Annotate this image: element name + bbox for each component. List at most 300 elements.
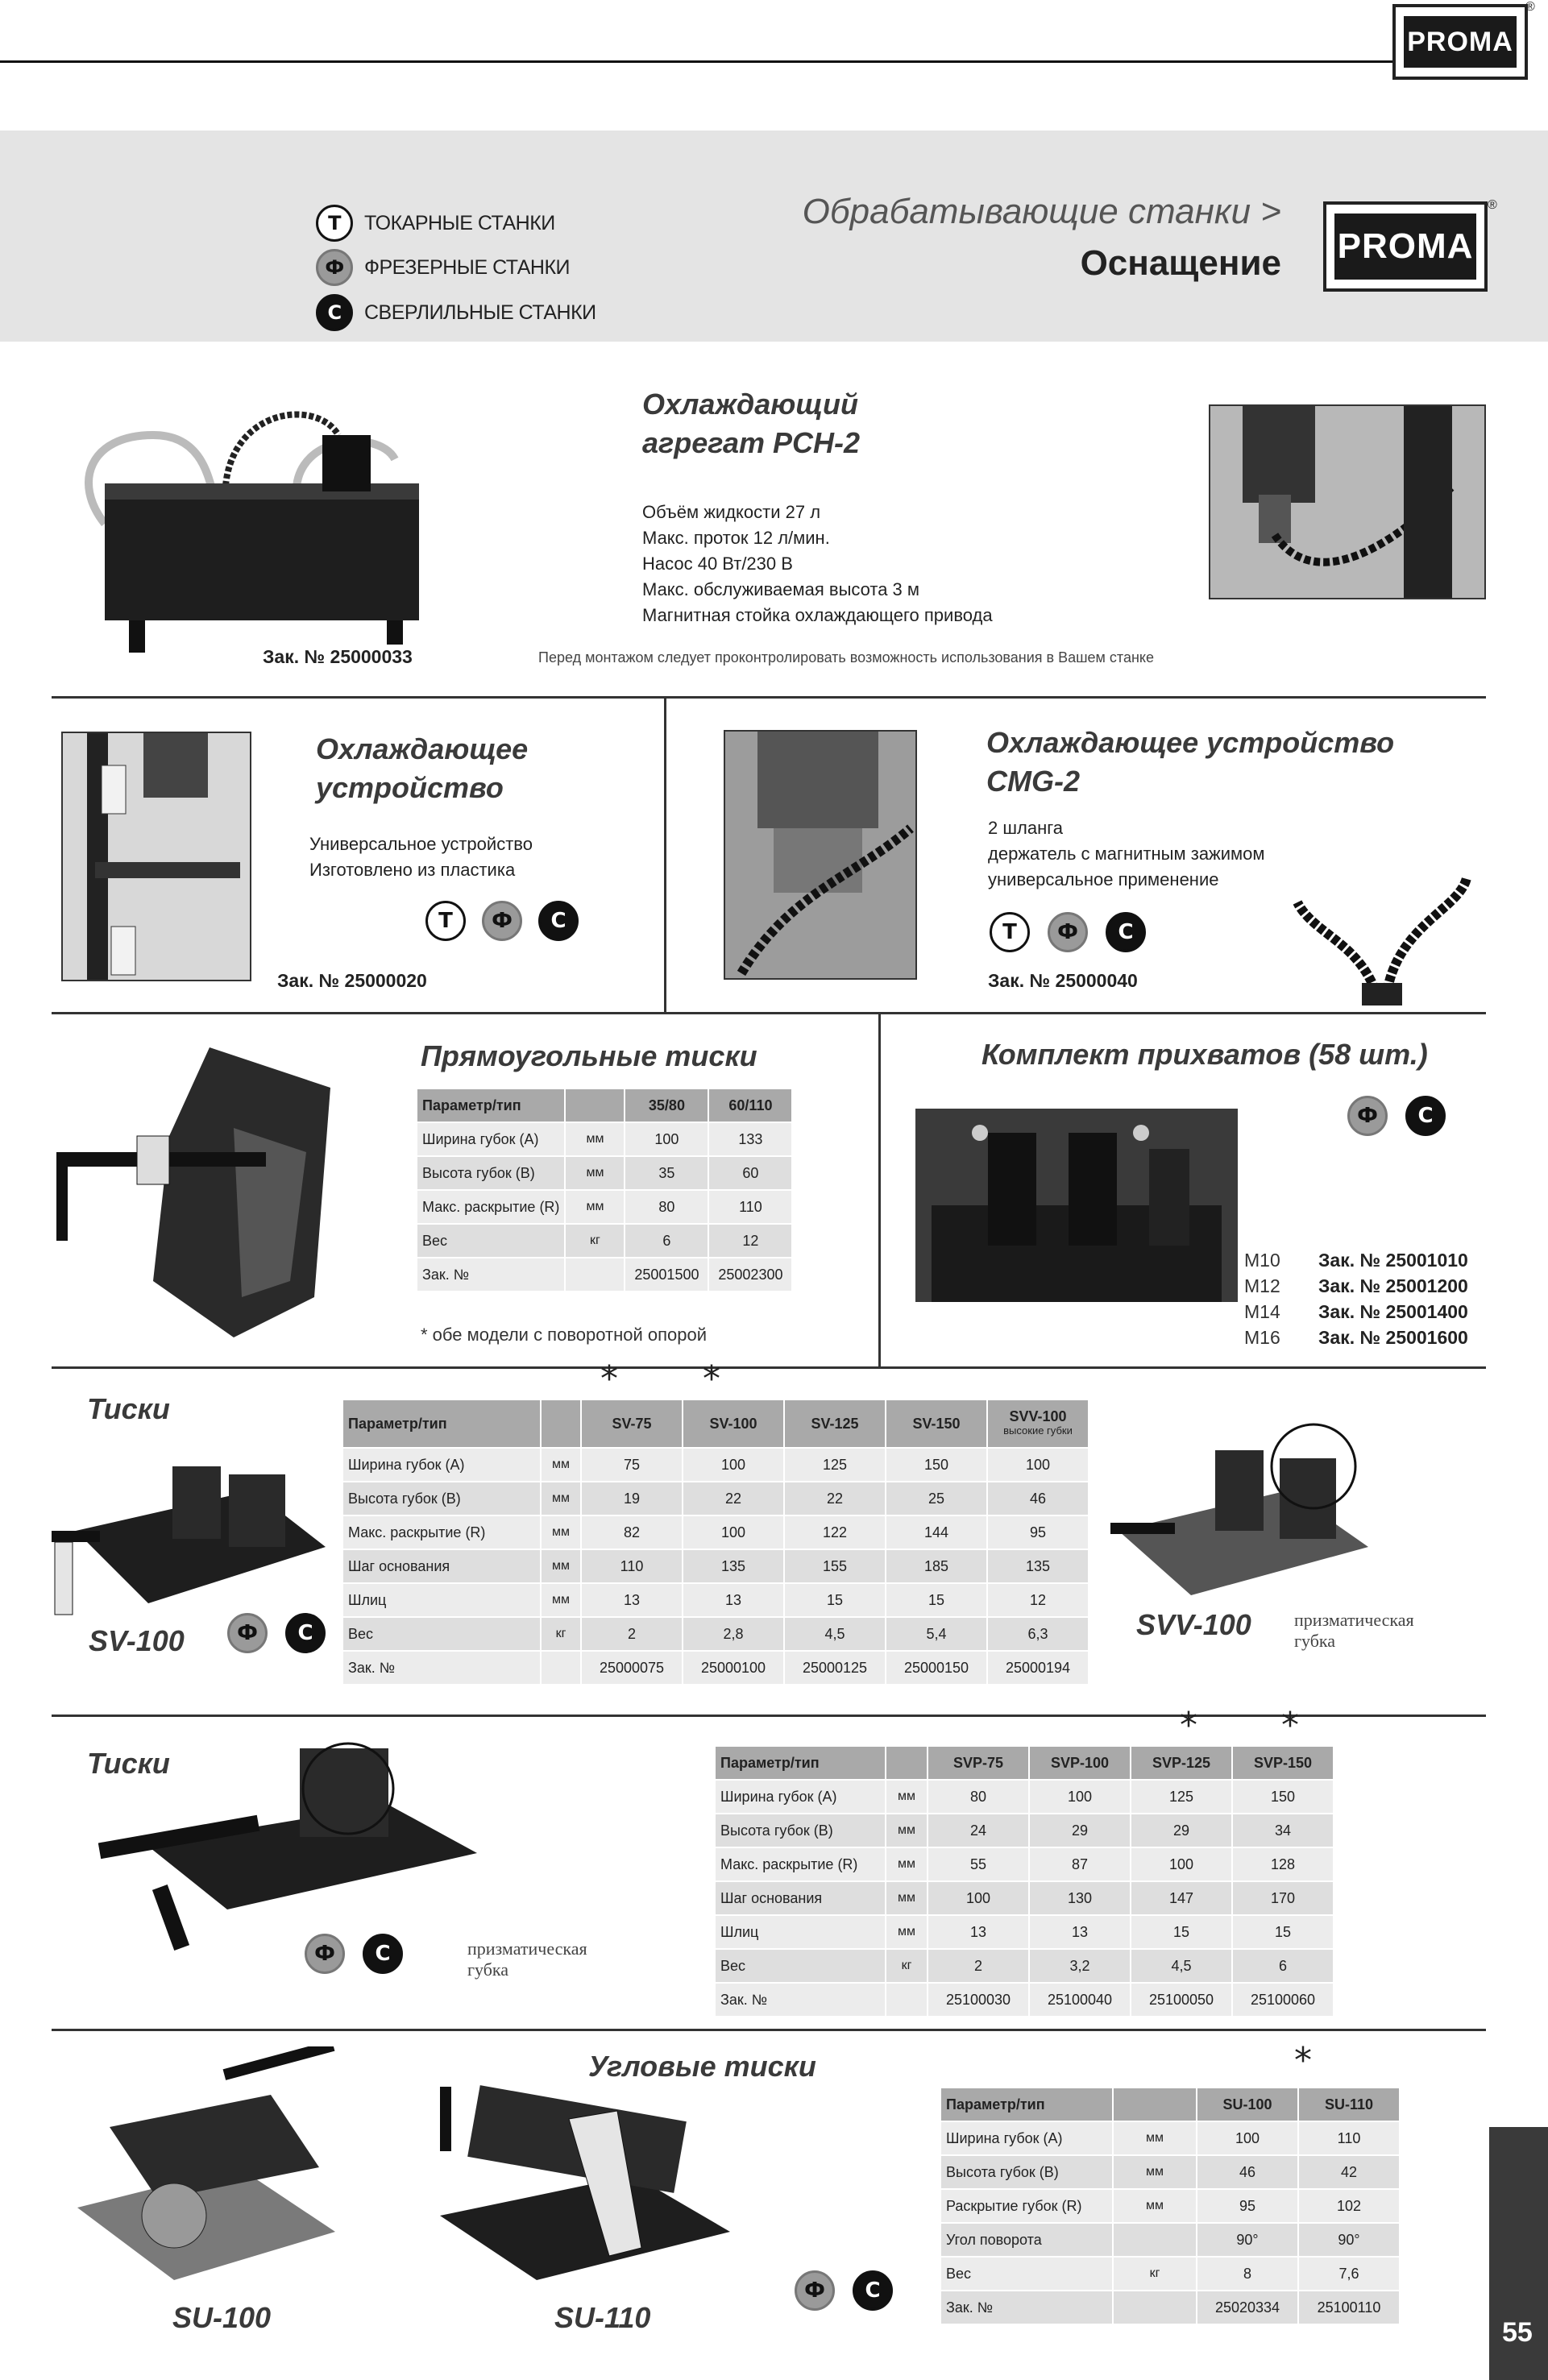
clamps-kit-size: M16 <box>1244 1327 1280 1348</box>
table-header-cell: SV-150 <box>886 1400 987 1448</box>
sv-vise-asterisk: * <box>703 1358 720 1399</box>
table-header-model: SVV-100 <box>1009 1408 1067 1424</box>
table-cell: 25000100 <box>683 1651 784 1685</box>
table-cell: 125 <box>784 1448 886 1482</box>
table-cell: 90° <box>1197 2223 1298 2257</box>
table-header-cell: SV-75 <box>581 1400 683 1448</box>
cmg2-spec-line: универсальное применение <box>988 869 1219 889</box>
table-cell: мм <box>541 1482 581 1515</box>
table-cell: 80 <box>928 1780 1029 1814</box>
table-cell: 25020334 <box>1197 2291 1298 2324</box>
table-row <box>941 2223 1400 2257</box>
table-cell: 55 <box>928 1847 1029 1881</box>
table-cell: 42 <box>1298 2155 1400 2189</box>
sv-vise-spec-table <box>343 1400 1089 1685</box>
table-cell: 110 <box>581 1549 683 1583</box>
table-cell: мм <box>1113 2121 1197 2155</box>
table-header-cell: SU-100 <box>1197 2088 1298 2121</box>
section-divider <box>52 1012 1486 1014</box>
table-cell: Высота губок (В) <box>716 1814 886 1847</box>
table-cell: 75 <box>581 1448 683 1482</box>
table-cell: Шлиц <box>716 1915 886 1949</box>
clamps-kit-order: Зак. № 25001200 <box>1318 1275 1468 1296</box>
clamps-kit-order-row <box>1244 1247 1468 1273</box>
table-cell: 102 <box>1298 2189 1400 2223</box>
milling-badge-icon: Ф <box>482 901 522 941</box>
table-cell: 6 <box>1232 1949 1334 1983</box>
table-cell: 100 <box>683 1515 784 1549</box>
table-header-cell: Параметр/тип <box>716 1747 886 1780</box>
table-header-cell: SVP-100 <box>1029 1747 1131 1780</box>
table-header-row <box>343 1400 1089 1448</box>
table-cell: 122 <box>784 1515 886 1549</box>
angle-plate-vise-icon <box>48 1039 347 1345</box>
cmg2-title-line2: CMG-2 <box>986 765 1080 798</box>
table-header-cell: SV-100 <box>683 1400 784 1448</box>
table-cell: мм <box>886 1814 928 1847</box>
coolant-device-photo <box>61 732 251 981</box>
table-header-row <box>941 2088 1400 2121</box>
angle-vise-spec-table <box>941 2088 1401 2325</box>
tilting-vise-icon <box>61 2046 367 2296</box>
table-cell: мм <box>565 1156 625 1190</box>
table-cell: 13 <box>581 1583 683 1617</box>
table-row <box>941 2291 1400 2324</box>
high-jaw-vise-icon <box>1102 1418 1376 1619</box>
table-cell: кг <box>1113 2257 1197 2291</box>
angle-vise-model-a: SU-100 <box>172 2301 272 2334</box>
banner-logo <box>1323 201 1488 292</box>
table-header-cell: SVP-75 <box>928 1747 1029 1780</box>
table-cell: 150 <box>886 1448 987 1482</box>
drilling-badge-icon: С <box>316 294 353 331</box>
drill-press-icon <box>63 733 250 980</box>
table-cell: 5,4 <box>886 1617 987 1651</box>
table-cell: 12 <box>987 1583 1089 1617</box>
pch2-photo <box>56 363 443 661</box>
table-cell: Зак. № <box>941 2291 1113 2324</box>
table-row <box>716 1780 1334 1814</box>
sv-vise-caption-line: призматическая <box>1294 1610 1414 1630</box>
table-row <box>716 1881 1334 1915</box>
legend-milling-label: ФРЕЗЕРНЫЕ СТАНКИ <box>364 255 570 279</box>
table-header-cell: SU-110 <box>1298 2088 1400 2121</box>
milling-badge-icon: Ф <box>305 1934 345 1974</box>
rect-vise-photo <box>48 1039 347 1345</box>
header-reg-mark: ® <box>1525 0 1535 14</box>
table-cell: 7,6 <box>1298 2257 1400 2291</box>
legend-drilling-label: СВЕРЛИЛЬНЫЕ СТАНКИ <box>364 301 596 324</box>
table-row <box>343 1617 1089 1651</box>
pch2-spec-line: Магнитная стойка охлаждающего привода <box>642 605 993 625</box>
cmg2-spec-line: 2 шланга <box>988 818 1063 838</box>
milling-badge-icon: Ф <box>1048 912 1088 952</box>
table-row <box>417 1190 792 1224</box>
table-cell: 25000125 <box>784 1651 886 1685</box>
banner-subcategory: Оснащение <box>1080 243 1281 283</box>
table-cell: 133 <box>708 1122 792 1156</box>
drilling-badge-icon: С <box>853 2270 893 2311</box>
table-row <box>941 2257 1400 2291</box>
svp-vise-caption <box>467 1938 587 1980</box>
clamps-kit-size: M12 <box>1244 1275 1280 1296</box>
banner-logo-text: PROMA <box>1334 214 1476 280</box>
table-header-cell <box>541 1400 581 1448</box>
table-cell: 25000150 <box>886 1651 987 1685</box>
table-cell: 100 <box>1131 1847 1232 1881</box>
sv-vise-asterisk: * <box>600 1358 618 1399</box>
table-cell: 100 <box>1029 1780 1131 1814</box>
drilling-badge-icon: С <box>1106 912 1146 952</box>
svp-vise-asterisk: * <box>1180 1705 1197 1746</box>
header-logo <box>1392 4 1528 80</box>
table-cell: мм <box>886 1915 928 1949</box>
rect-vise-title: Прямоугольные тиски <box>421 1039 757 1072</box>
clamps-kit-order-row <box>1244 1299 1468 1325</box>
coolant-device-spec-line: Универсальное устройство <box>309 834 533 854</box>
table-header-cell <box>565 1089 625 1122</box>
table-cell: 6,3 <box>987 1617 1089 1651</box>
pch2-title-line2: агрегат PCH-2 <box>642 426 861 459</box>
table-cell: 150 <box>1232 1780 1334 1814</box>
table-cell: 24 <box>928 1814 1029 1847</box>
table-cell: 170 <box>1232 1881 1334 1915</box>
drill-vise-icon <box>44 1442 334 1636</box>
table-row <box>417 1122 792 1156</box>
table-cell: Вес <box>941 2257 1113 2291</box>
table-cell: Ширина губок (А) <box>941 2121 1113 2155</box>
table-cell: Ширина губок (А) <box>716 1780 886 1814</box>
table-cell: 25100060 <box>1232 1983 1334 2017</box>
table-cell: кг <box>541 1617 581 1651</box>
section-vdivider <box>878 1012 881 1366</box>
table-cell <box>886 1983 928 2017</box>
table-cell: 128 <box>1232 1847 1334 1881</box>
table-cell: 46 <box>987 1482 1089 1515</box>
su100-photo <box>61 2046 367 2296</box>
banner-category: Обрабатывающие станки > <box>802 192 1281 231</box>
cmg2-hoses <box>1281 846 1483 1007</box>
cmg2-order: Зак. № 25000040 <box>988 970 1138 991</box>
table-cell: Шлиц <box>343 1583 541 1617</box>
svp-vise-caption-line: призматическая <box>467 1938 587 1959</box>
svv-vise-photo <box>1102 1418 1376 1619</box>
table-cell: 22 <box>784 1482 886 1515</box>
table-cell: 87 <box>1029 1847 1131 1881</box>
table-cell: мм <box>565 1122 625 1156</box>
sv-vise-badges <box>227 1613 326 1653</box>
sv-vise-model-left: SV-100 <box>89 1624 185 1657</box>
sv-vise-table <box>343 1400 1089 1685</box>
table-header-cell: Параметр/тип <box>417 1089 565 1122</box>
page-number: 55 <box>1502 2317 1533 2348</box>
turning-badge-icon: Т <box>990 912 1030 952</box>
table-cell: 2 <box>928 1949 1029 1983</box>
table-row <box>941 2155 1400 2189</box>
table-cell: Высота губок (В) <box>343 1482 541 1515</box>
clamps-kit-order: Зак. № 25001010 <box>1318 1250 1468 1271</box>
angle-vise-model-b: SU-110 <box>554 2301 651 2334</box>
table-cell: 29 <box>1131 1814 1232 1847</box>
prismatic-vise-icon <box>98 1740 501 1958</box>
svp-vise-badges <box>305 1934 403 1974</box>
table-row <box>716 1847 1334 1881</box>
pch2-spec-line: Насос 40 Вт/230 В <box>642 554 793 574</box>
table-cell <box>541 1651 581 1685</box>
pch2-machine-photo <box>1209 404 1486 599</box>
table-cell: 13 <box>683 1583 784 1617</box>
table-cell: Высота губок (В) <box>941 2155 1113 2189</box>
table-cell: 95 <box>1197 2189 1298 2223</box>
clamps-kit-orders <box>1244 1247 1468 1350</box>
table-cell: 90° <box>1298 2223 1400 2257</box>
pch2-spec-line: Макс. обслуживаемая высота 3 м <box>642 579 920 599</box>
table-cell: мм <box>541 1583 581 1617</box>
table-cell: 155 <box>784 1549 886 1583</box>
table-row <box>417 1156 792 1190</box>
table-header-cell: SVP-150 <box>1232 1747 1334 1780</box>
table-cell: 25000075 <box>581 1651 683 1685</box>
table-cell: 3,2 <box>1029 1949 1131 1983</box>
table-cell: 100 <box>625 1122 708 1156</box>
spindle-icon <box>725 732 915 978</box>
table-row <box>941 2189 1400 2223</box>
cmg2-badges <box>990 912 1146 952</box>
table-cell: 110 <box>1298 2121 1400 2155</box>
table-cell <box>565 1258 625 1292</box>
clamping-kit-icon <box>907 1101 1246 1320</box>
pch2-note: Перед монтажом следует проконтролировать возможность использования в Вашем станке <box>538 649 1154 665</box>
table-cell: Зак. № <box>716 1983 886 2017</box>
coolant-device-title-line1: Охлаждающее <box>316 732 529 765</box>
section-divider <box>52 1715 1486 1717</box>
sv-vise-title: Тиски <box>87 1392 170 1425</box>
coolant-device-order: Зак. № 25000020 <box>277 970 427 991</box>
table-cell: Макс. раскрытие (R) <box>343 1515 541 1549</box>
drilling-badge-icon: С <box>285 1613 326 1653</box>
table-cell: 4,5 <box>784 1617 886 1651</box>
table-row <box>716 1915 1334 1949</box>
table-cell: 34 <box>1232 1814 1334 1847</box>
pch2-spec-line: Объём жидкости 27 л <box>642 502 821 522</box>
table-cell: 25002300 <box>708 1258 792 1292</box>
table-cell: 100 <box>987 1448 1089 1482</box>
clamps-kit-size: M14 <box>1244 1301 1280 1322</box>
drilling-badge-icon: С <box>1405 1096 1446 1136</box>
table-cell: 2,8 <box>683 1617 784 1651</box>
table-cell: 15 <box>784 1583 886 1617</box>
table-cell: Шаг основания <box>716 1881 886 1915</box>
category-banner <box>0 131 1548 342</box>
table-cell: 25100110 <box>1298 2291 1400 2324</box>
table-cell: мм <box>565 1190 625 1224</box>
table-cell: Вес <box>343 1617 541 1651</box>
pch2-order: Зак. № 25000033 <box>263 646 413 667</box>
table-cell: 15 <box>1131 1915 1232 1949</box>
table-cell: 100 <box>683 1448 784 1482</box>
cmg2-title <box>986 724 1486 801</box>
pch2-title <box>642 385 1045 462</box>
rect-vise-table <box>417 1089 793 1292</box>
cmg2-photo <box>724 730 917 980</box>
table-header-row <box>716 1747 1334 1780</box>
coolant-tank-icon <box>56 363 443 661</box>
sv-vise-caption-line: губка <box>1294 1631 1336 1651</box>
table-cell: 80 <box>625 1190 708 1224</box>
table-row <box>417 1224 792 1258</box>
banner-reg-mark: ® <box>1488 198 1497 212</box>
table-cell: 100 <box>1197 2121 1298 2155</box>
table-cell: Зак. № <box>343 1651 541 1685</box>
table-cell: 13 <box>928 1915 1029 1949</box>
table-cell: 135 <box>987 1549 1089 1583</box>
rect-vise-footnote: * обе модели с поворотной опорой <box>421 1325 707 1345</box>
table-row <box>343 1583 1089 1617</box>
table-header-sub: высокие губки <box>1003 1424 1073 1437</box>
section-vdivider <box>664 696 666 1012</box>
table-cell: мм <box>541 1515 581 1549</box>
section-divider <box>52 2029 1486 2031</box>
table-row <box>343 1515 1089 1549</box>
table-cell: Вес <box>716 1949 886 1983</box>
svp-vise-spec-table <box>716 1747 1334 2017</box>
table-cell: 25100030 <box>928 1983 1029 2017</box>
table-cell: мм <box>886 1881 928 1915</box>
angle-vise-icon <box>424 2055 746 2296</box>
table-cell: Вес <box>417 1224 565 1258</box>
table-cell: 135 <box>683 1549 784 1583</box>
table-cell: 4,5 <box>1131 1949 1232 1983</box>
table-cell: мм <box>541 1549 581 1583</box>
table-cell: 25 <box>886 1482 987 1515</box>
coolant-device-spec-line: Изготовлено из пластика <box>309 860 516 880</box>
table-cell: 6 <box>625 1224 708 1258</box>
table-cell: 95 <box>987 1515 1089 1549</box>
table-cell: 46 <box>1197 2155 1298 2189</box>
table-row <box>343 1482 1089 1515</box>
table-cell: 25000194 <box>987 1651 1089 1685</box>
clamps-kit-order: Зак. № 25001600 <box>1318 1327 1468 1348</box>
table-cell: мм <box>1113 2189 1197 2223</box>
section-divider <box>52 696 1486 699</box>
table-cell: 8 <box>1197 2257 1298 2291</box>
table-cell: 13 <box>1029 1915 1131 1949</box>
svp-vise-asterisk: * <box>1281 1705 1299 1746</box>
legend-drilling <box>316 290 596 335</box>
table-cell: Угол поворота <box>941 2223 1113 2257</box>
table-cell <box>1113 2291 1197 2324</box>
drill-head-icon <box>1210 406 1484 598</box>
table-cell: Высота губок (В) <box>417 1156 565 1190</box>
clamps-kit-title: Комплект прихватов (58 шт.) <box>982 1038 1428 1071</box>
clamps-kit-order: Зак. № 25001400 <box>1318 1301 1468 1322</box>
sv-vise-model-right: SVV-100 <box>1136 1608 1251 1641</box>
table-header-cell: 35/80 <box>625 1089 708 1122</box>
table-cell: 29 <box>1029 1814 1131 1847</box>
angle-vise-badges <box>795 2270 893 2311</box>
table-cell: кг <box>565 1224 625 1258</box>
table-cell: мм <box>1113 2155 1197 2189</box>
legend-milling <box>316 245 596 290</box>
svp-vise-title: Тиски <box>87 1747 170 1780</box>
table-row <box>343 1651 1089 1685</box>
milling-badge-icon: Ф <box>316 249 353 286</box>
table-cell: 25001500 <box>625 1258 708 1292</box>
table-cell: 185 <box>886 1549 987 1583</box>
table-row <box>417 1258 792 1292</box>
angle-vise-asterisk: * <box>1294 2040 1312 2081</box>
coolant-device-badges <box>425 901 579 941</box>
table-cell: 22 <box>683 1482 784 1515</box>
sv-vise-photo <box>44 1442 334 1636</box>
cmg2-title-line1: Охлаждающее устройство <box>986 726 1395 759</box>
header-logo-text: PROMA <box>1404 16 1517 68</box>
table-row <box>716 1814 1334 1847</box>
table-cell: 15 <box>886 1583 987 1617</box>
table-cell: 125 <box>1131 1780 1232 1814</box>
table-cell: Макс. раскрытие (R) <box>417 1190 565 1224</box>
pch2-spec-line: Макс. проток 12 л/мин. <box>642 528 830 548</box>
table-cell: 12 <box>708 1224 792 1258</box>
table-cell: 100 <box>928 1881 1029 1915</box>
legend-turning-label: ТОКАРНЫЕ СТАНКИ <box>364 211 555 234</box>
table-cell: 15 <box>1232 1915 1334 1949</box>
milling-badge-icon: Ф <box>1347 1096 1388 1136</box>
coolant-device-specs <box>309 831 648 883</box>
table-cell: 25100050 <box>1131 1983 1232 2017</box>
legend-turning <box>316 201 596 245</box>
table-cell: Ширина губок (А) <box>343 1448 541 1482</box>
table-row <box>343 1448 1089 1482</box>
table-cell: Макс. раскрытие (R) <box>716 1847 886 1881</box>
table-header-cell: SVP-125 <box>1131 1747 1232 1780</box>
table-cell: 110 <box>708 1190 792 1224</box>
cmg2-spec-line: держатель с магнитным зажимом <box>988 844 1265 864</box>
table-cell: 147 <box>1131 1881 1232 1915</box>
table-row <box>716 1983 1334 2017</box>
table-row <box>716 1949 1334 1983</box>
svp-vise-table <box>716 1747 1334 2017</box>
section-divider <box>52 1366 1486 1369</box>
milling-badge-icon: Ф <box>227 1613 268 1653</box>
pch2-title-line1: Охлаждающий <box>642 388 858 421</box>
table-header-cell <box>987 1400 1089 1448</box>
table-cell: Ширина губок (А) <box>417 1122 565 1156</box>
table-cell <box>1113 2223 1197 2257</box>
svp-vise-caption-line: губка <box>467 1959 509 1980</box>
table-header-cell: SV-125 <box>784 1400 886 1448</box>
table-header-row <box>417 1089 792 1122</box>
table-row <box>343 1549 1089 1583</box>
top-rule <box>0 60 1394 63</box>
coolant-device-title <box>316 730 654 807</box>
table-cell: Шаг основания <box>343 1549 541 1583</box>
table-cell: мм <box>886 1780 928 1814</box>
table-cell: 25100040 <box>1029 1983 1131 2017</box>
rect-vise-spec-table <box>417 1089 793 1292</box>
table-cell: 35 <box>625 1156 708 1190</box>
flexible-hose-icon <box>1281 846 1483 1007</box>
table-header-cell <box>886 1747 928 1780</box>
table-cell: 19 <box>581 1482 683 1515</box>
clamps-kit-order-row <box>1244 1273 1468 1299</box>
table-cell: мм <box>886 1847 928 1881</box>
svp-vise-photo <box>98 1740 501 1958</box>
machine-legend <box>316 201 596 335</box>
table-cell: Раскрытие губок (R) <box>941 2189 1113 2223</box>
clamps-kit-photo <box>907 1101 1246 1320</box>
clamps-kit-size: M10 <box>1244 1250 1280 1271</box>
